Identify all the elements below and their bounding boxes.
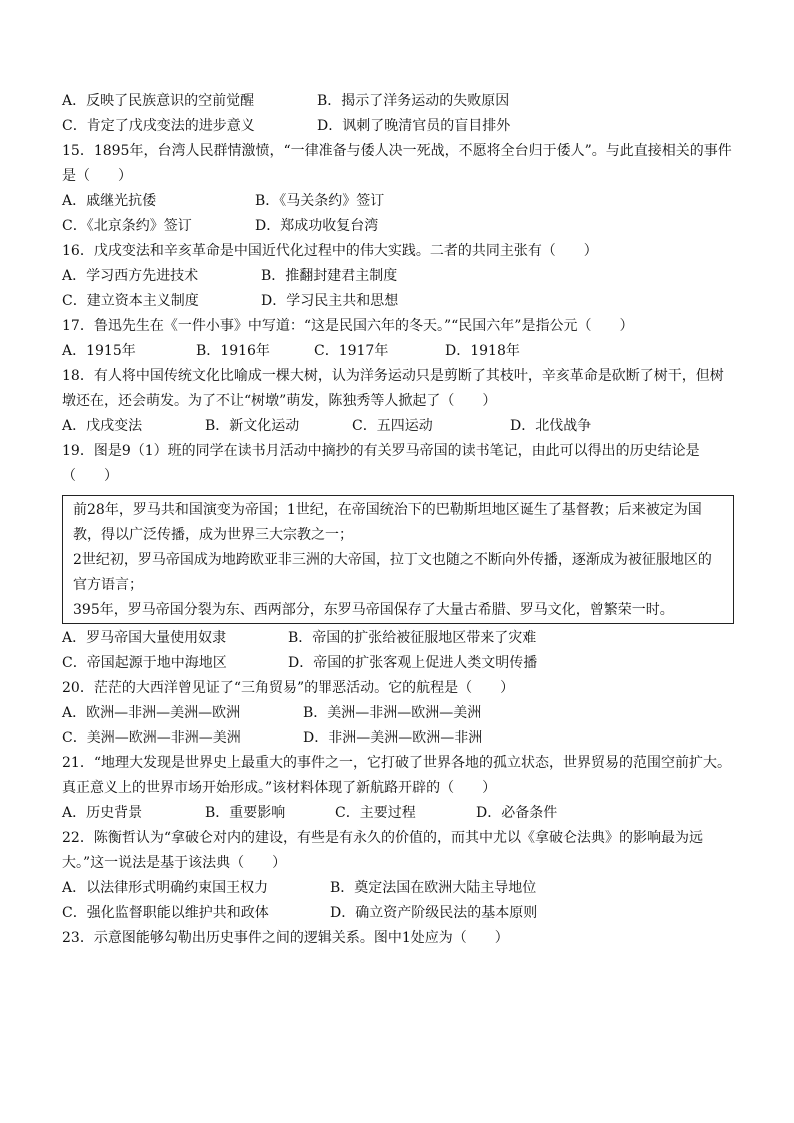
- q22-option-b[interactable]: B．奠定法国在欧洲大陆主导地位: [330, 880, 537, 896]
- q18-stem-line-2: 墩还在，还会萌发。为了不让“树墩”萌发，陈独秀等人掀起了（ ）: [62, 393, 497, 409]
- q19-note-line-4: 官方语言；: [73, 577, 143, 593]
- q14-option-b[interactable]: B．揭示了洋务运动的失败原因: [317, 93, 510, 109]
- q21-stem-line-2: 真正意义上的世界市场开始形成。”该材料体现了新航路开辟的（ ）: [62, 780, 497, 796]
- q19-note-line-3: 2世纪初，罗马帝国成为地跨欧亚非三洲的大帝国，拉丁文也随之不断向外传播，逐渐成为被征服地区的: [73, 552, 712, 568]
- q17-option-b[interactable]: B．1916年: [196, 343, 270, 359]
- q16-option-d[interactable]: D．学习民主共和思想: [261, 293, 399, 309]
- q22-options-row-2: [62, 901, 742, 926]
- q14-option-d[interactable]: D．讽刺了晚清官员的盲目排外: [317, 118, 511, 134]
- exam-page: [62, 89, 742, 951]
- q21-option-d[interactable]: D．必备条件: [476, 805, 558, 821]
- q20-options-row-1: [62, 701, 742, 726]
- q19-option-c[interactable]: C．帝国起源于地中海地区: [62, 655, 227, 671]
- q19-options-row-2: [62, 651, 742, 676]
- q21-option-a[interactable]: A．历史背景: [62, 805, 143, 821]
- q21-stem-line-1: 21．“地理大发现是世界史上最重大的事件之一，它打破了世界各地的孤立状态，世界贸易的范围空前扩大。: [62, 755, 731, 771]
- q17-option-a[interactable]: A．1915年: [62, 343, 136, 359]
- q21-option-c[interactable]: C．主要过程: [335, 805, 416, 821]
- q19-option-b[interactable]: B．帝国的扩张给被征服地区带来了灾难: [288, 630, 537, 646]
- q15-option-d[interactable]: D．郑成功收复台湾: [255, 218, 379, 234]
- q20-stem: 20．茫茫的大西洋曾见证了“三角贸易”的罪恶活动。它的航程是（ ）: [62, 680, 515, 696]
- q15-option-a[interactable]: A．戚继光抗倭: [62, 193, 157, 209]
- q18-option-b[interactable]: B．新文化运动: [205, 418, 300, 434]
- q15-stem-line-1: 15．1895年，台湾人民群情激愤，“一律准备与倭人决一死战，不愿将全台归于倭人”。与此直接相关的事件: [62, 143, 732, 159]
- q19-stem-line-2: （ ）: [62, 468, 118, 484]
- q22-option-c[interactable]: C．强化监督职能以维护共和政体: [62, 905, 269, 921]
- q15-stem-line-2: 是（ ）: [62, 168, 132, 184]
- q19-note-line-1: 前28年，罗马共和国演变为帝国；1世纪，在帝国统治下的巴勒斯坦地区诞生了基督教；后来被定为国: [73, 502, 702, 518]
- q19-option-d[interactable]: D．帝国的扩张客观上促进人类文明传播: [288, 655, 538, 671]
- q22-options-row-1: [62, 876, 742, 901]
- q18-option-c[interactable]: C．五四运动: [352, 418, 433, 434]
- q16-option-c[interactable]: C．建立资本主义制度: [62, 293, 199, 309]
- q20-options-row-2: [62, 726, 742, 751]
- q20-option-a[interactable]: A．欧洲—非洲—美洲—欧洲: [62, 705, 241, 721]
- q22-stem-line-1: 22．陈衡哲认为“拿破仑对内的建设，有些是有永久的价值的，而其中尤以《拿破仑法典》的影响最为远: [62, 830, 703, 846]
- q16-stem: 16．戊戌变法和辛亥革命是中国近代化过程中的伟大实践。二者的共同主张有（ ）: [62, 243, 598, 259]
- q19-note-line-2: 教，得以广泛传播，成为世界三大宗教之一；: [73, 527, 353, 543]
- q15-option-b[interactable]: B．《马关条约》签订: [255, 193, 385, 209]
- q16-options-row-1: [62, 264, 742, 289]
- q14-options-row-1: [62, 89, 742, 114]
- q18-option-d[interactable]: D．北伐战争: [510, 418, 592, 434]
- q22-option-d[interactable]: D．确立资产阶级民法的基本原则: [330, 905, 538, 921]
- q23-stem: 23．示意图能够勾勒出历史事件之间的逻辑关系。图中1处应为（ ）: [62, 930, 509, 946]
- q17-stem: 17．鲁迅先生在《一件小事》中写道：“这是民国六年的冬天。”“民国六年”是指公元（ ）: [62, 318, 634, 334]
- q18-options-row: [62, 414, 742, 439]
- q19-reading-notes-box: [62, 495, 734, 624]
- q19-option-a[interactable]: A．罗马帝国大量使用奴隶: [62, 630, 227, 646]
- q18-stem-line-1: 18．有人将中国传统文化比喻成一棵大树，认为洋务运动只是剪断了其枝叶，辛亥革命是砍断了树干，但树: [62, 368, 724, 384]
- q17-options-row: [62, 339, 742, 364]
- q20-option-d[interactable]: D．非洲—美洲—欧洲—非洲: [303, 730, 483, 746]
- q16-options-row-2: [62, 289, 742, 314]
- q21-option-b[interactable]: B．重要影响: [205, 805, 286, 821]
- q19-options-row-1: [62, 626, 742, 651]
- q16-option-a[interactable]: A．学习西方先进技术: [62, 268, 199, 284]
- q20-option-c[interactable]: C．美洲—欧洲—非洲—美洲: [62, 730, 241, 746]
- q15-options-row-1: [62, 189, 742, 214]
- q19-note-line-5: 395年，罗马帝国分裂为东、西两部分，东罗马帝国保存了大量古希腊、罗马文化，曾繁荣一时。: [73, 602, 674, 618]
- q14-option-a[interactable]: A．反映了民族意识的空前觉醒: [62, 93, 255, 109]
- q22-stem-line-2: 大。”这一说法是基于该法典（ ）: [62, 855, 287, 871]
- q21-options-row: [62, 801, 742, 826]
- q15-option-c[interactable]: C．《北京条约》签订: [62, 218, 192, 234]
- q15-options-row-2: [62, 214, 742, 239]
- q18-option-a[interactable]: A．戊戌变法: [62, 418, 143, 434]
- q17-option-c[interactable]: C．1917年: [314, 343, 389, 359]
- q16-option-b[interactable]: B．推翻封建君主制度: [261, 268, 398, 284]
- q14-options-row-2: [62, 114, 742, 139]
- q19-stem-line-1: 19．图是9（1）班的同学在读书月活动中摘抄的有关罗马帝国的读书笔记，由此可以得出的历史结论是: [62, 443, 700, 459]
- q22-option-a[interactable]: A．以法律形式明确约束国王权力: [62, 880, 269, 896]
- q17-option-d[interactable]: D．1918年: [445, 343, 520, 359]
- q20-option-b[interactable]: B．美洲—非洲—欧洲—美洲: [303, 705, 482, 721]
- q14-option-c[interactable]: C．肯定了戊戌变法的进步意义: [62, 118, 255, 134]
